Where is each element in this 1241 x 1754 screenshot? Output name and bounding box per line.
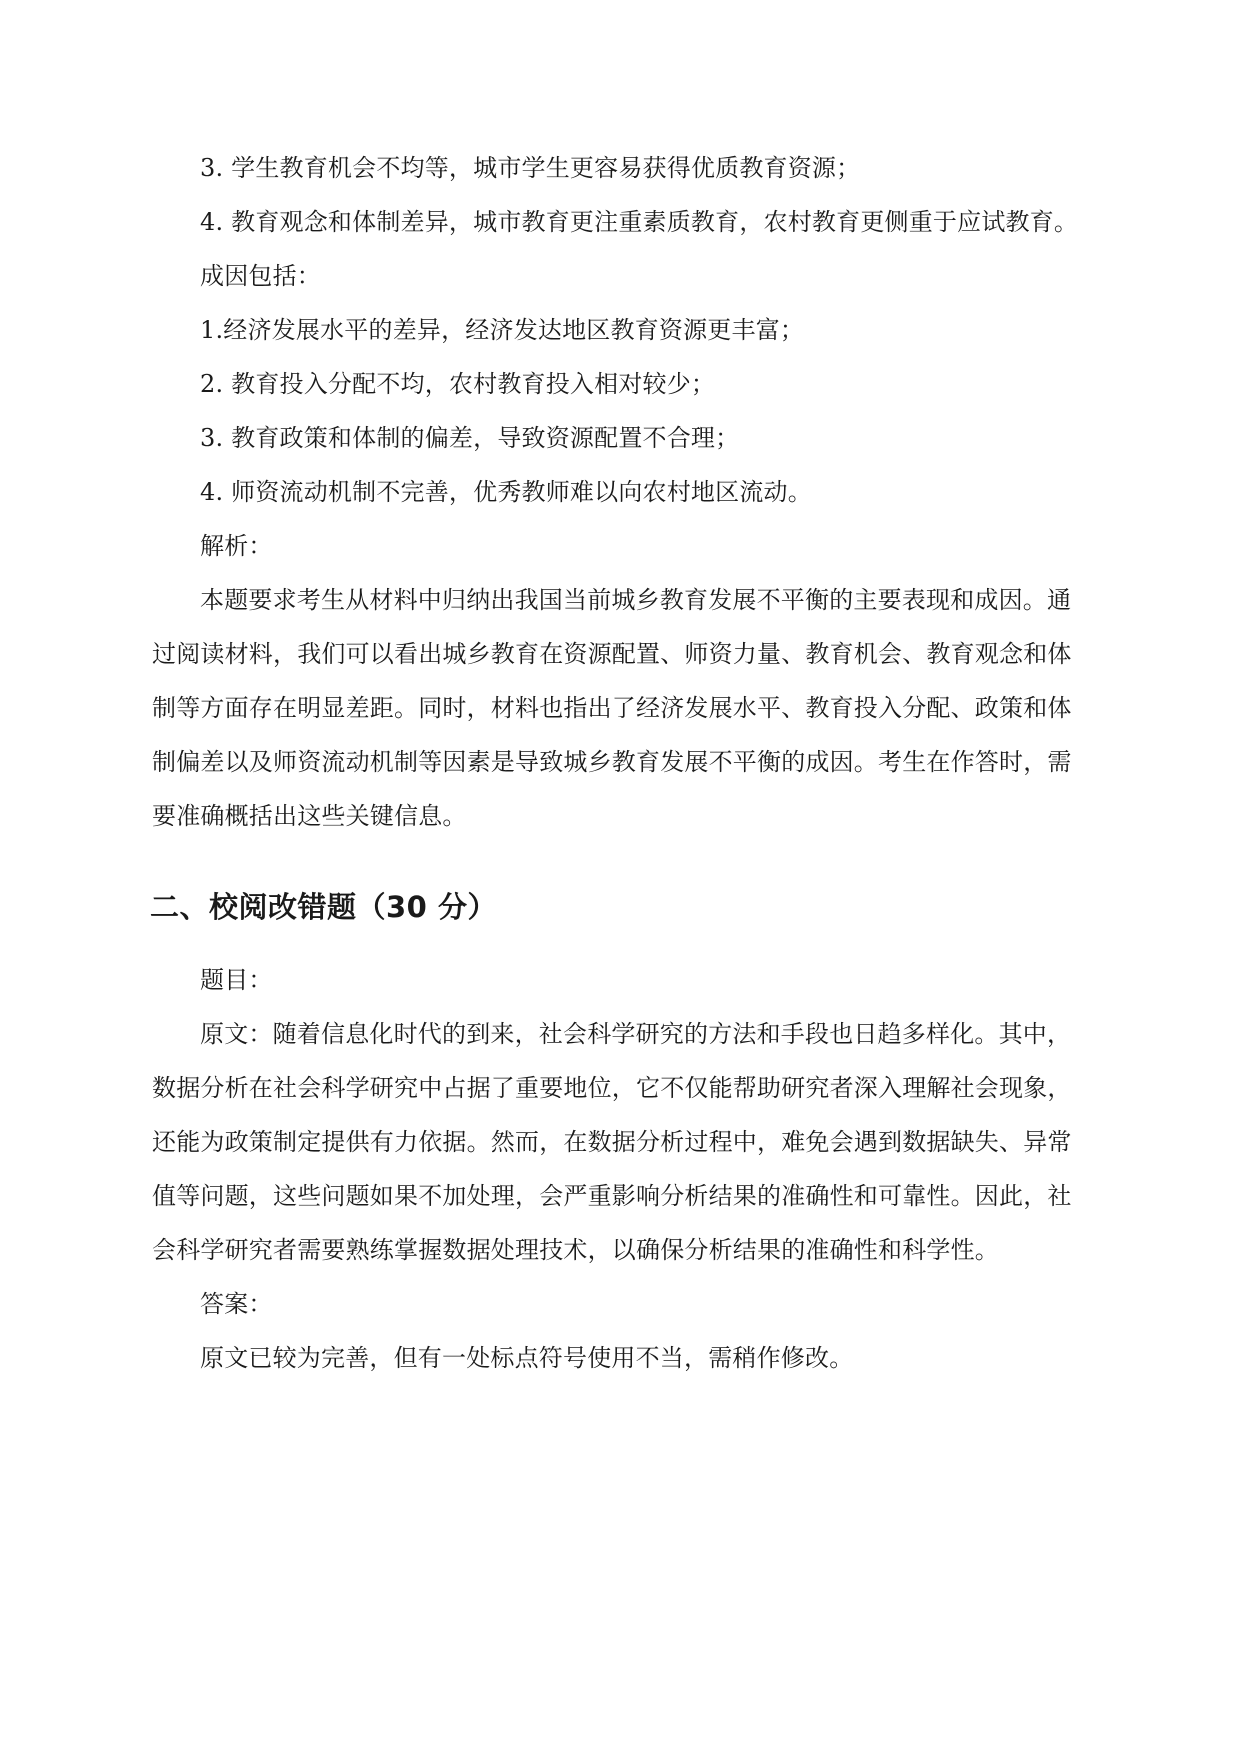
paragraph-line: 值等问题，这些问题如果不加处理，会严重影响分析结果的准确性和可靠性。因此，社 [152,1182,1072,1210]
paragraph-line: 要准确概括出这些关键信息。 [152,802,467,830]
list-item: 3. 学生教育机会不均等，城市学生更容易获得优质教育资源； [200,154,861,182]
paragraph-line: 数据分析在社会科学研究中占据了重要地位，它不仅能帮助研究者深入理解社会现象， [152,1074,1072,1102]
paragraph-line: 会科学研究者需要熟练掌握数据处理技术，以确保分析结果的准确性和科学性。 [152,1236,999,1264]
list-item: 1.经济发展水平的差异，经济发达地区教育资源更丰富； [200,316,805,344]
list-item: 3. 教育政策和体制的偏差，导致资源配置不合理； [200,424,740,452]
paragraph-line: 本题要求考生从材料中归纳出我国当前城乡教育发展不平衡的主要表现和成因。通 [200,586,1072,614]
analysis-label: 解析： [200,532,273,560]
list-item: 4. 教育观念和体制差异，城市教育更注重素质教育，农村教育更侧重于应试教育。 [200,208,1079,236]
answer-label: 答案： [200,1290,273,1318]
paragraph-line: 制等方面存在明显差距。同时，材料也指出了经济发展水平、教育投入分配、政策和体 [152,694,1072,722]
question-label: 题目： [200,966,273,994]
paragraph-line: 过阅读材料，我们可以看出城乡教育在资源配置、师资力量、教育机会、教育观念和体 [152,640,1072,668]
paragraph-line: 原文：随着信息化时代的到来，社会科学研究的方法和手段也日趋多样化。其中， [200,1020,1072,1048]
section-heading: 二、校阅改错题（30 分） [150,890,497,924]
answer-text: 原文已较为完善，但有一处标点符号使用不当，需稍作修改。 [200,1344,854,1372]
causes-heading: 成因包括： [200,262,321,290]
paragraph-line: 制偏差以及师资流动机制等因素是导致城乡教育发展不平衡的成因。考生在作答时，需 [152,748,1072,776]
list-item: 2. 教育投入分配不均，农村教育投入相对较少； [200,370,716,398]
paragraph-line: 还能为政策制定提供有力依据。然而，在数据分析过程中，难免会遇到数据缺失、异常 [152,1128,1072,1156]
list-item: 4. 师资流动机制不完善，优秀教师难以向农村地区流动。 [200,478,812,506]
